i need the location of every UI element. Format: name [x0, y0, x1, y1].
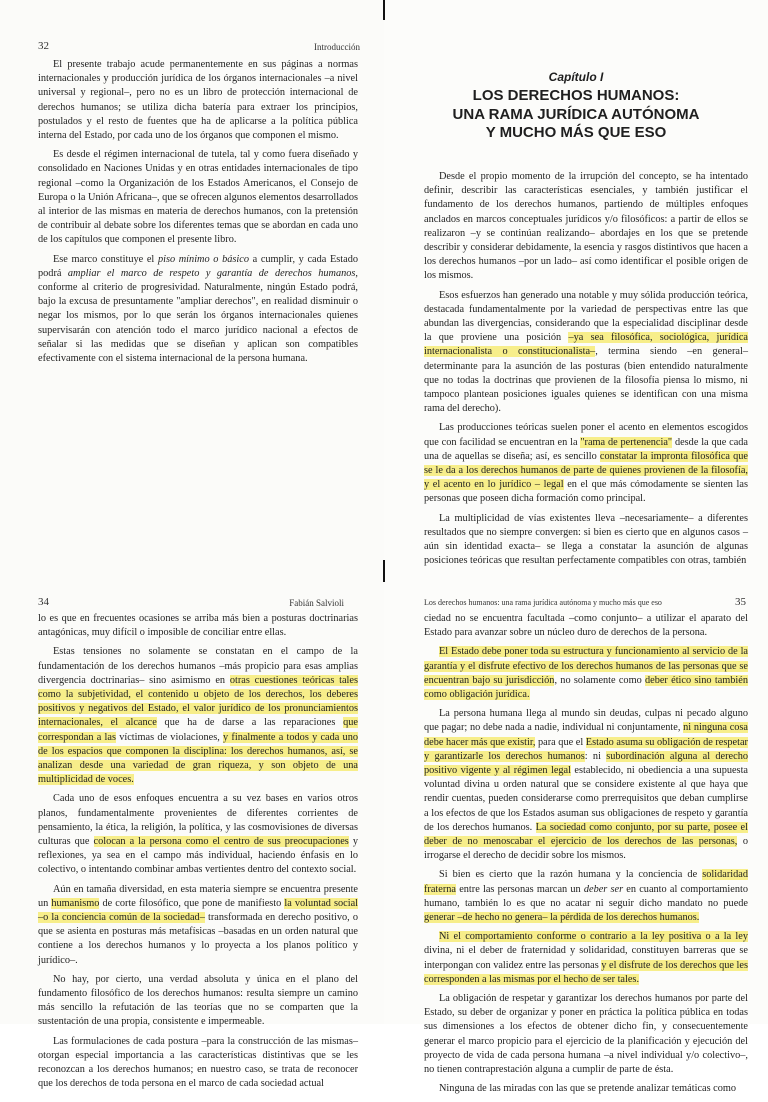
highlight: ni ninguna cosa debe hacer más que existir,: [424, 722, 748, 748]
page-edge-mark: [383, 560, 385, 582]
highlight: deber ético sino también como obligación jurídica.: [424, 674, 748, 701]
paragraph: Si bien es cierto que la razón humana y la conciencia de solidaridad fraterna entre las personas marcan un deber ser en cuanto al comportamiento humano, también lo es que no acatar ni seguir dicho mandato no puede generar –de hecho no genera– la pérdida de los derechos humanos.: [424, 869, 748, 924]
highlight: y el disfrute de los derechos que les corresponden a las mismas por el hecho de ser tales.: [424, 959, 748, 985]
text-column: [424, 612, 748, 1102]
page-number: 32: [38, 40, 49, 52]
running-head: Fabián Salvioli: [289, 598, 344, 608]
paragraph: ciedad no se encuentra facultada –como conjunto– a utilizar el aparato del Estado para avanzar sobre un núcleo duro de derechos de la persona.: [424, 613, 748, 639]
paragraph: Las producciones teóricas suelen poner el acento en elementos escogidos que con facilidad se encuentran en la "rama de pertenencia" desde la que cada una de aquellas se diseña; así, es sencillo constatar la impronta filosófica que se le da a los derechos humanos de parte de quienes provienen de la filosofía, y el acento en lo jurídico – legal en el que más cómodamente se sienten las personas que poseen dicha formación como principal.: [424, 422, 748, 505]
paragraph: Ninguna de las miradas con las que se pretende analizar temáticas como: [439, 1083, 737, 1095]
highlight: –ya sea filosófica, sociológica, jurídica internacionalista o constitucionalista–: [424, 332, 748, 358]
chapter-label: Capítulo I: [548, 70, 604, 84]
highlight: generar –de hecho no genera– la pérdida de los derechos humanos.: [424, 912, 700, 924]
paragraph: La obligación de respetar y garantizar los derechos humanos por parte del Estado, su deber de organizar y poner en práctica la política pública en todas sus dimensiones a los efectos de obtener dicho fin, y consecuentemente generar el marco propicio para el ejercicio de la planificación y ejecución del proyecto de vida de cada persona humana –a nivel individual y/o colectivo–, no tienen contraprestación alguna a cumplir de parte de ésta.: [424, 993, 748, 1076]
page-number: 35: [735, 596, 746, 608]
page-edge-mark: [383, 0, 385, 20]
running-head: Introducción: [314, 42, 360, 52]
highlight: y finalmente a todos y cada uno de los espacios que componen la disciplina: los derechos humanos, así, se analizan desde una variedad de gran riqueza, y son objeto de una multiplicidad de voces.: [38, 731, 359, 786]
paragraph: El Estado debe poner toda su estructura y funcionamiento al servicio de la garantía y el disfrute efectivo de los derechos humanos de las personas que se encuentran bajo su jurisdicción, no solamente como deber ético sino también como obligación jurídica.: [424, 646, 748, 701]
chapter-title-line2: UNA RAMA JURÍDICA AUTÓNOMA: [452, 106, 700, 123]
highlight: La sociedad como conjunto, por su parte, posee el deber de no menoscabar el ejercicio de los derechos de las personas,: [424, 821, 748, 848]
paragraph: No hay, por cierto, una verdad absoluta y única en el plano del fundamento filosófico de los derechos humanos: resulta siempre un camino más sencillo la refutación de las teorías que no se comparten que la sustentación de una propia, consistente e impermeable.: [38, 973, 358, 1028]
paragraph: Es desde el régimen internacional de tutela, tal y como fuera diseñado y consolidado en Naciones Unidas y en otras entidades internacionales de tipo regional –como la Organización de los Estados Americanos, el Consejo de Europa o la Unión Africana–, que se ofrecen algunos elementos desarrollados al interior de las mismas en materia de derechos humanos, con la pretensión de contribuir al debate sobre los diferentes temas que se abordan en cada uno de los capítulos que componen el presente libro.: [38, 149, 358, 246]
page-34: [0, 590, 384, 1090]
highlight: humanismo: [51, 897, 100, 909]
chapter-title-line3: Y MUCHO MÁS QUE ESO: [485, 124, 667, 141]
paragraph: Esos esfuerzos han generado una notable y muy sólida producción teórica, destacada fundamentalmente por la variedad de perspectivas entre las que abundan las divergencias, considerando que la especialidad disciplinar desde la que proviene una posición –ya sea filosófica, sociológica, jurídica internacionalista o constitucionalista–, termina siendo –en general– determinante para la asunción de las posturas (bien entendido naturalmente que no todas la doctrinas que provienen de la filosofía piensa lo mismo, ni tampoco plantean posiciones iguales quienes se identifican con una misma rama del derecho).: [424, 289, 748, 415]
paragraph: Las formulaciones de cada postura –para la construcción de las mismas– otorgan especial importancia a las características distintivas que se les reconozcan a los derechos humanos; en nuestro caso, se trata de reconocer que los derechos de toda persona en el marco de cada sociedad actual: [38, 1035, 358, 1090]
page-number: 34: [38, 596, 49, 608]
paragraph: La persona humana llega al mundo sin deudas, culpas ni pecado alguno que pagar; no debe nada a nadie, individual ni conjuntamente, ni ninguna cosa debe hacer más que existir, para que el Estado asuma su obligación de respetar y garantizarle los derechos humanos: ni subordinación alguna al derecho positivo vigente y al régimen legal establecido, ni obediencia a una supuesta voluntad divina u orden natural que se considere existente al que haya que rendir cuentas, pueden considerarse como prerrequisitos que deban cumplirse a los efectos de que los Estados asuman sus obligaciones de respeto y garantía de los derechos humanos. La sociedad como conjunto, por su parte, posee el deber de no menoscabar el ejercicio de los derechos de las personas, o irrogarse el derecho de decidir sobre los mismos.: [424, 708, 748, 862]
paragraph: Aún en tamaña diversidad, en esta materia siempre se encuentra presente un humanismo de corte filosófico, que pone de manifiesto la voluntad social –o la conciencia común de la sociedad– transformada en derecho positivo, o que se asienta en posturas más metafísicas –basadas en un orden natural que contiene a los derechos humanos y lo proyecta a los planos político y jurídico–.: [38, 883, 359, 966]
text-column: [38, 58, 358, 371]
paragraph: Desde el propio momento de la irrupción del concepto, se ha intentado definir, describir las características esenciales, y también justificar el fundamento de los derechos humanos, partiendo de múltiples enfoques anclados en marcos conceptuales jurídicos y/o filosóficos: a partir de ellos se realizaron –y se continúan realizando– abordajes en los que se pretende describir y considerar debidamente, la esencia y rasgos distintivos que hacen a los derechos humanos –por un lado– así como identificar el posible origen de los mismos.: [424, 171, 748, 282]
page-chapter-opening: [384, 0, 768, 590]
highlight: Estado asuma su obligación de respetar y garantizarle los derechos humanos: [424, 736, 748, 762]
highlight: otras cuestiones teóricas tales como la subjetividad, el contenido u objeto de los derechos, los deberes positivos y negativos del Estado, el valor jurídico de los pronunciamientos internacionales, el alcance: [38, 674, 358, 729]
paragraph: Estas tensiones no solamente se constatan en el campo de la fundamentación de los derechos humanos –más propicio para esas amplias divergencia doctrinarias– sino asimismo en otras cuestiones teóricas tales como la subjetividad, el contenido u objeto de los derechos, los deberes positivos y negativos del Estado, el valor jurídico de los pronunciamientos internacionales, el alcance que ha de darse a las reparaciones que correspondan a las víctimas de violaciones, y finalmente a todos y cada uno de los espacios que componen la disciplina: los derechos humanos, así, se analizan desde una variedad de gran riqueza, y son objeto de una multiplicidad de voces.: [38, 646, 359, 786]
highlight: El Estado debe poner toda su estructura y funcionamiento al servicio de la garantía y el disfrute efectivo de los derechos humanos de las personas que se encuentran bajo su jurisdicción: [424, 646, 748, 686]
text-column: [38, 612, 358, 1097]
highlight: la voluntad social –o la conciencia común de la sociedad–: [38, 897, 359, 924]
running-head: Los derechos humanos: una rama jurídica autónoma y mucho más que eso: [424, 598, 662, 607]
highlight: subordinación alguna al derecho positivo vigente y al régimen legal: [424, 750, 748, 777]
highlight: solidaridad fraterna: [424, 869, 748, 895]
paragraph: Ese marco constituye el piso mínimo o básico a cumplir, y cada Estado podrá ampliar el marco de respeto y garantía de derechos humanos, conforme al criterio de progresividad. Naturalmente, ningún Estado podrá, bajo la excusa de presuntamente "ampliar derechos", en realidad disminuir o negar los mismos, por lo que serán los órganos internacionales quienes supervisarán con atención todo el marco jurídico nacional a efectos de señalar si las medidas que se diseñan y aplican son compatibles efectivamente con el sistema internacional de la persona humana.: [38, 253, 358, 365]
paragraph: lo es que en frecuentes ocasiones se arriba más bien a posturas doctrinarias antagónicas, muy difícil o imposible de conciliar entre ellas.: [38, 613, 358, 639]
paragraph: Cada uno de esos enfoques encuentra a su vez bases en varios otros planos, fundamentalmente provenientes de diferentes corrientes de pensamiento, la ética, la religión, la política, y las cosmovisiones de diversas culturas que colocan a la persona como el centro de sus preocupaciones y reflexiones, ya sea en el campo más individual, haciendo énfasis en lo colectivo, o intentando combinar ambas vertientes dentro del contexto social.: [38, 793, 358, 876]
page-32: [0, 0, 384, 590]
highlight: Ni el comportamiento conforme o contrario a la ley positiva o a la ley: [439, 931, 748, 943]
highlight: que correspondan a las: [38, 717, 358, 743]
paragraph: El presente trabajo acude permanentemente en sus páginas a normas internacionales y producción jurídica de los órganos internacionales –a nivel universal y regional–, pero no es un libro de protección internacional de derechos humanos; se utiliza dicha batería para extraer los principios, postulados y el resto de fuentes que ha de aplicarse a la política pública interna del Estado, por cada uno de los órganos que componen el mismo.: [38, 59, 358, 142]
chapter-title-line1: LOS DERECHOS HUMANOS:: [472, 87, 680, 104]
highlight: "rama de pertenencia": [580, 436, 673, 448]
paragraph: Ni el comportamiento conforme o contrario a la ley positiva o a la ley divina, ni el deber de fraternidad y solidaridad, constituyen barreras que se interpongan con validez entre las personas y el disfrute de los derechos que les corresponden a las mismas por el hecho de ser tales.: [424, 931, 748, 985]
highlight: colocan a la persona como el centro de sus preocupaciones: [93, 836, 349, 848]
page-35: [384, 590, 768, 1095]
highlight: constatar la impronta filosófica que se le da a los derechos humanos de parte de quienes provienen de la filosofía, y el acento en lo jurídico – legal: [424, 450, 748, 491]
text-column: [424, 170, 748, 573]
paragraph: La multiplicidad de vías existentes lleva –necesariamente– a diferentes resultados que no siempre convergen: si bien es cierto que en algunos casos –aún sin identidad exacta– se llega a constatar la asunción de algunas posiciones teóricas que resultan perfectamente compatibles con otras, también: [424, 512, 748, 567]
